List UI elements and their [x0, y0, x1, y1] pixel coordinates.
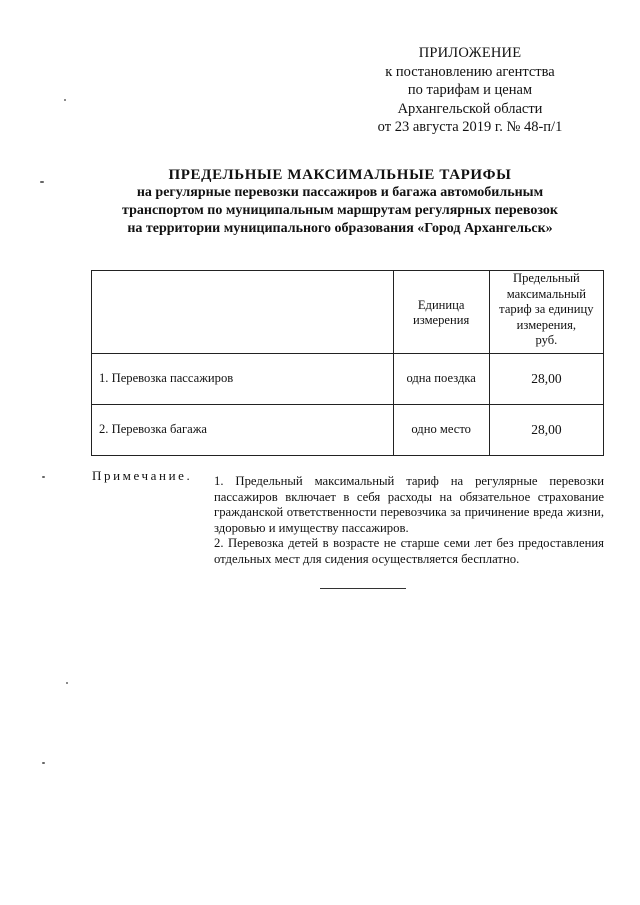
scan-speck — [42, 762, 45, 764]
title-line: транспортом по муниципальным маршрутам регулярных перевозок — [122, 203, 558, 218]
header-name-cell — [92, 271, 394, 354]
table-row — [92, 353, 604, 404]
header-unit-line: измерения — [413, 313, 470, 327]
appendix-line: по тарифам и ценам — [407, 82, 533, 98]
appendix-line: к постановлению агентства — [385, 63, 555, 80]
note-item: 2. Перевозка детей в возрасте не старше семи лет без предоставления отдельных мест для сидения осуществляется бесплатно. — [214, 536, 604, 566]
title-main: ПРЕДЕЛЬНЫЕ МАКСИМАЛЬНЫЕ ТАРИФЫ — [168, 167, 512, 183]
tariff-table — [91, 270, 604, 456]
closing-rule — [320, 588, 406, 589]
scan-speck — [66, 682, 68, 684]
title-line: на территории муниципального образования «Город Архангельск» — [127, 221, 553, 236]
row-price-cell: 28,00 — [489, 353, 603, 404]
header-price-line: тариф за единицу — [499, 302, 594, 316]
header-unit-line: Единица — [417, 297, 465, 312]
scan-speck — [40, 181, 44, 183]
document-title — [40, 166, 640, 238]
header-price-line: Предельный — [512, 271, 580, 285]
header-unit-cell — [393, 271, 489, 354]
table-header-row — [92, 271, 604, 354]
note-body — [214, 474, 604, 567]
header-price-line: максимальный — [506, 286, 586, 301]
row-name-cell: 2. Перевозка багажа — [92, 404, 394, 455]
appendix-line: Архангельской области — [397, 100, 543, 117]
scan-speck — [64, 99, 66, 101]
note-label: Примечание. — [92, 468, 193, 483]
header-price-line: руб. — [535, 333, 558, 347]
row-unit-cell: одно место — [393, 404, 489, 455]
header-price-cell — [489, 271, 603, 354]
row-unit-cell: одна поездка — [393, 353, 489, 404]
scan-speck — [42, 476, 45, 478]
appendix-block — [340, 44, 600, 137]
title-line: на регулярные перевозки пассажиров и багажа автомобильным — [136, 185, 544, 200]
appendix-heading: ПРИЛОЖЕНИЕ — [418, 45, 522, 61]
note-item: 1. Предельный максимальный тариф на регулярные перевозки пассажиров включает в себя расходы на обязательное страхование гражданской ответственности перевозчика за причинение вреда жизни, здоровью и имуществу пассажиров. — [214, 474, 604, 535]
row-price-cell: 28,00 — [489, 404, 603, 455]
header-price-line: измерения, — [516, 317, 577, 332]
row-name-cell: 1. Перевозка пассажиров — [92, 353, 394, 404]
table-row — [92, 404, 604, 455]
appendix-line: от 23 августа 2019 г. № 48-п/1 — [377, 119, 563, 135]
